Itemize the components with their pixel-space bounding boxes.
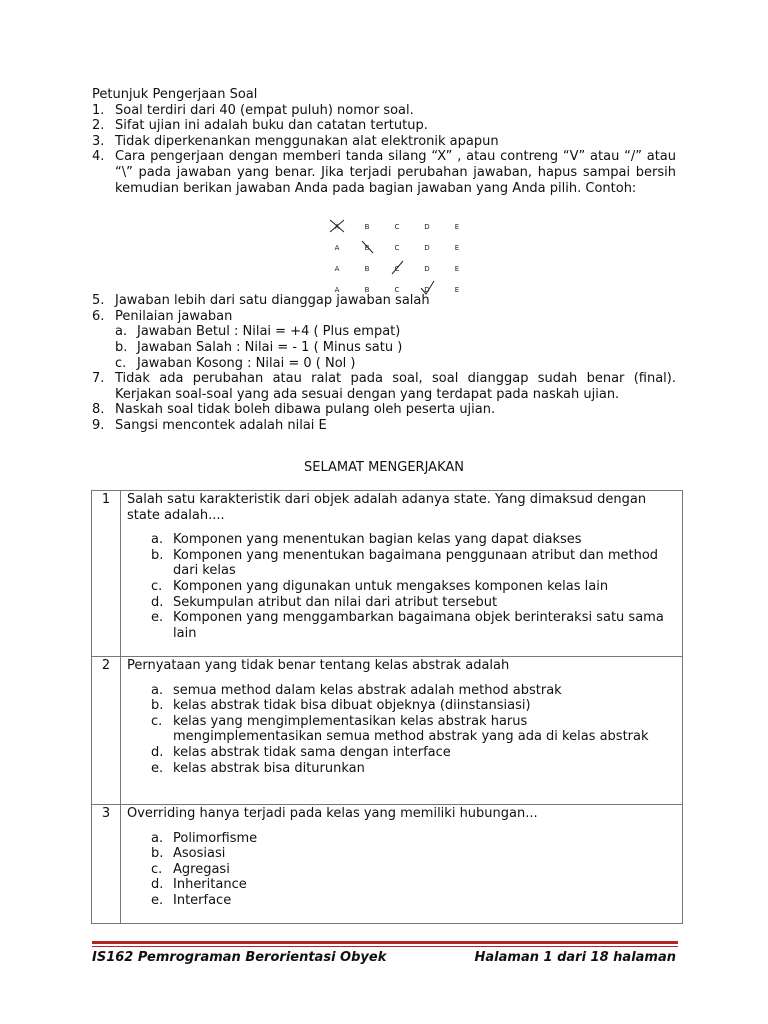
page-footer bbox=[92, 950, 676, 965]
instruction-item bbox=[92, 103, 676, 119]
question-row bbox=[92, 491, 683, 657]
grid-letter: A bbox=[334, 286, 340, 294]
instruction-text: Sangsi mencontek adalah nilai E bbox=[115, 417, 327, 433]
answer-option bbox=[127, 877, 676, 893]
answer-option bbox=[127, 579, 676, 595]
question-row bbox=[92, 805, 683, 924]
option-text: Inheritance bbox=[173, 877, 247, 893]
option-letter: c. bbox=[151, 578, 163, 594]
scoring-item bbox=[92, 356, 676, 372]
option-letter: e. bbox=[151, 760, 164, 776]
questions-table bbox=[91, 490, 683, 924]
option-text: Agregasi bbox=[173, 861, 230, 877]
question-body bbox=[121, 491, 683, 657]
option-text: kelas yang mengimplementasikan kelas abstrak harus mengimplementasikan semua method abstrak yang ada di kelas abstrak bbox=[173, 713, 649, 745]
grid-letter: B bbox=[364, 223, 370, 231]
option-text: kelas abstrak tidak sama dengan interface bbox=[173, 744, 451, 760]
option-letter: c. bbox=[151, 861, 163, 877]
scoring-text: Jawaban Salah : Nilai = - 1 ( Minus satu ) bbox=[137, 339, 403, 355]
grid-letter: E bbox=[454, 223, 460, 231]
question-text: Pernyataan yang tidak benar tentang kelas abstrak adalah bbox=[127, 658, 510, 673]
grid-letter: E bbox=[454, 286, 460, 294]
grid-letter: C bbox=[394, 223, 400, 231]
instruction-item bbox=[92, 418, 676, 434]
question-body bbox=[121, 805, 683, 924]
question-text: Salah satu karakteristik dari objek adalah adanya state. Yang dimaksud dengan state adalah.... bbox=[127, 492, 647, 523]
option-text: semua method dalam kelas abstrak adalah method abstrak bbox=[173, 682, 562, 698]
instruction-text: Jawaban lebih dari satu dianggap jawaban salah bbox=[115, 293, 430, 309]
instruction-number: 6. bbox=[92, 308, 105, 324]
option-letter: b. bbox=[151, 698, 164, 714]
instruction-text: Soal terdiri dari 40 (empat puluh) nomor soal. bbox=[115, 102, 414, 118]
footer-page-number: Halaman 1 dari 18 halaman bbox=[474, 950, 676, 965]
instruction-number: 5. bbox=[92, 293, 105, 309]
answer-option bbox=[127, 862, 676, 878]
grid-letter: A bbox=[334, 244, 340, 252]
option-letter: c. bbox=[151, 713, 163, 729]
instruction-text: Tidak diperkenankan menggunakan alat elektronik apapun bbox=[115, 133, 499, 149]
instructions-title: Petunjuk Pengerjaan Soal bbox=[92, 87, 258, 102]
option-letter: b. bbox=[151, 846, 164, 862]
instruction-number: 2. bbox=[92, 118, 105, 134]
instruction-item bbox=[92, 309, 676, 325]
answer-option bbox=[127, 714, 676, 745]
instruction-number: 9. bbox=[92, 417, 105, 433]
answer-option bbox=[127, 610, 676, 641]
option-letter: a. bbox=[151, 830, 164, 846]
answer-option bbox=[127, 548, 676, 579]
instruction-text: Cara pengerjaan dengan memberi tanda silang “X” , atau contreng “V” atau “/” atau “\” pada jawaban yang benar. Jika terjadi perubahan jawaban, hapus sampai bersih kemudian berikan jawaban Anda pada bagian jawaban yang Anda pilih. Contoh: bbox=[115, 149, 676, 196]
option-letter: e. bbox=[151, 892, 164, 908]
instruction-item bbox=[92, 402, 676, 418]
instruction-text: Penilaian jawaban bbox=[115, 308, 233, 324]
grid-letter: D bbox=[424, 286, 430, 294]
option-letter: a. bbox=[151, 532, 164, 548]
option-letter: d. bbox=[151, 744, 164, 760]
option-text: Sekumpulan atribut dan nilai dari atribut tersebut bbox=[173, 594, 498, 610]
question-number: 1 bbox=[92, 491, 121, 657]
answer-option bbox=[127, 683, 676, 699]
footer-course: IS162 Pemrograman Berorientasi Obyek bbox=[92, 950, 387, 965]
option-text: Komponen yang digunakan untuk mengakses komponen kelas lain bbox=[173, 578, 609, 594]
option-letter: e. bbox=[151, 610, 164, 626]
question-number: 3 bbox=[92, 805, 121, 924]
scoring-letter: b. bbox=[115, 339, 128, 355]
question-text: Overriding hanya terjadi pada kelas yang memiliki hubungan... bbox=[127, 806, 538, 821]
instruction-number: 8. bbox=[92, 402, 105, 418]
question-row bbox=[92, 657, 683, 805]
option-text: Komponen yang menentukan bagaimana penggunaan atribut dan method dari kelas bbox=[173, 547, 659, 579]
instruction-text: Naskah soal tidak boleh dibawa pulang oleh peserta ujian. bbox=[115, 402, 496, 418]
grid-letter: A bbox=[334, 265, 340, 273]
grid-letter: D bbox=[424, 223, 430, 231]
option-text: Komponen yang menentukan bagian kelas yang dapat diakses bbox=[173, 532, 582, 548]
answer-option bbox=[127, 745, 676, 761]
grid-letter: C bbox=[394, 244, 400, 252]
grid-letter: D bbox=[424, 265, 430, 273]
answer-option bbox=[127, 532, 676, 548]
grid-letter: D bbox=[424, 244, 430, 252]
grid-letter: B bbox=[364, 244, 370, 252]
instruction-number: 1. bbox=[92, 102, 105, 118]
instruction-text: Tidak ada perubahan atau ralat pada soal, soal dianggap sudah benar (final). Kerjakan soal-soal yang ada sesuai dengan yang terdapat pada naskah ujian. bbox=[115, 371, 676, 402]
answer-option bbox=[127, 831, 676, 847]
scoring-letter: a. bbox=[115, 324, 128, 340]
option-text: Interface bbox=[173, 892, 232, 908]
answer-option bbox=[127, 761, 676, 777]
option-text: Komponen yang menggambarkan bagaimana objek berinteraksi satu sama lain bbox=[173, 610, 664, 641]
instruction-item bbox=[92, 134, 676, 150]
instruction-text: Sifat ujian ini adalah buku dan catatan tertutup. bbox=[115, 118, 428, 134]
example-answer-grid bbox=[325, 216, 465, 300]
footer-rule-thin bbox=[92, 946, 678, 947]
scoring-text: Jawaban Betul : Nilai = +4 ( Plus empat) bbox=[137, 324, 401, 340]
grid-letter: B bbox=[364, 286, 370, 294]
instruction-item bbox=[92, 118, 676, 134]
grid-letter: A bbox=[334, 223, 340, 231]
answer-option bbox=[127, 595, 676, 611]
question-number: 2 bbox=[92, 657, 121, 805]
instruction-number: 4. bbox=[92, 149, 105, 165]
instruction-item bbox=[92, 149, 676, 196]
option-text: Asosiasi bbox=[173, 846, 226, 862]
scoring-text: Jawaban Kosong : Nilai = 0 ( Nol ) bbox=[137, 355, 356, 371]
option-text: kelas abstrak tidak bisa dibuat objeknya (diinstansiasi) bbox=[173, 698, 531, 714]
grid-letter: E bbox=[454, 244, 460, 252]
answer-option bbox=[127, 846, 676, 862]
option-letter: b. bbox=[151, 547, 164, 563]
option-letter: a. bbox=[151, 682, 164, 698]
instruction-item bbox=[92, 371, 676, 402]
instruction-number: 7. bbox=[92, 371, 105, 387]
scoring-item bbox=[92, 340, 676, 356]
option-letter: d. bbox=[151, 877, 164, 893]
example-grid-svg bbox=[325, 216, 465, 300]
answer-option bbox=[127, 893, 676, 909]
scoring-item bbox=[92, 324, 676, 340]
option-text: kelas abstrak bisa diturunkan bbox=[173, 760, 365, 776]
option-letter: d. bbox=[151, 594, 164, 610]
grid-letter: C bbox=[394, 286, 400, 294]
grid-letter: E bbox=[454, 265, 460, 273]
question-body bbox=[121, 657, 683, 805]
footer-rule-thick bbox=[92, 941, 678, 944]
option-text: Polimorfisme bbox=[173, 830, 258, 846]
closing-text: SELAMAT MENGERJAKAN bbox=[304, 460, 464, 475]
instruction-number: 3. bbox=[92, 133, 105, 149]
scoring-letter: c. bbox=[115, 355, 127, 371]
grid-letter: C bbox=[394, 265, 400, 273]
answer-option bbox=[127, 698, 676, 714]
grid-letter: B bbox=[364, 265, 370, 273]
